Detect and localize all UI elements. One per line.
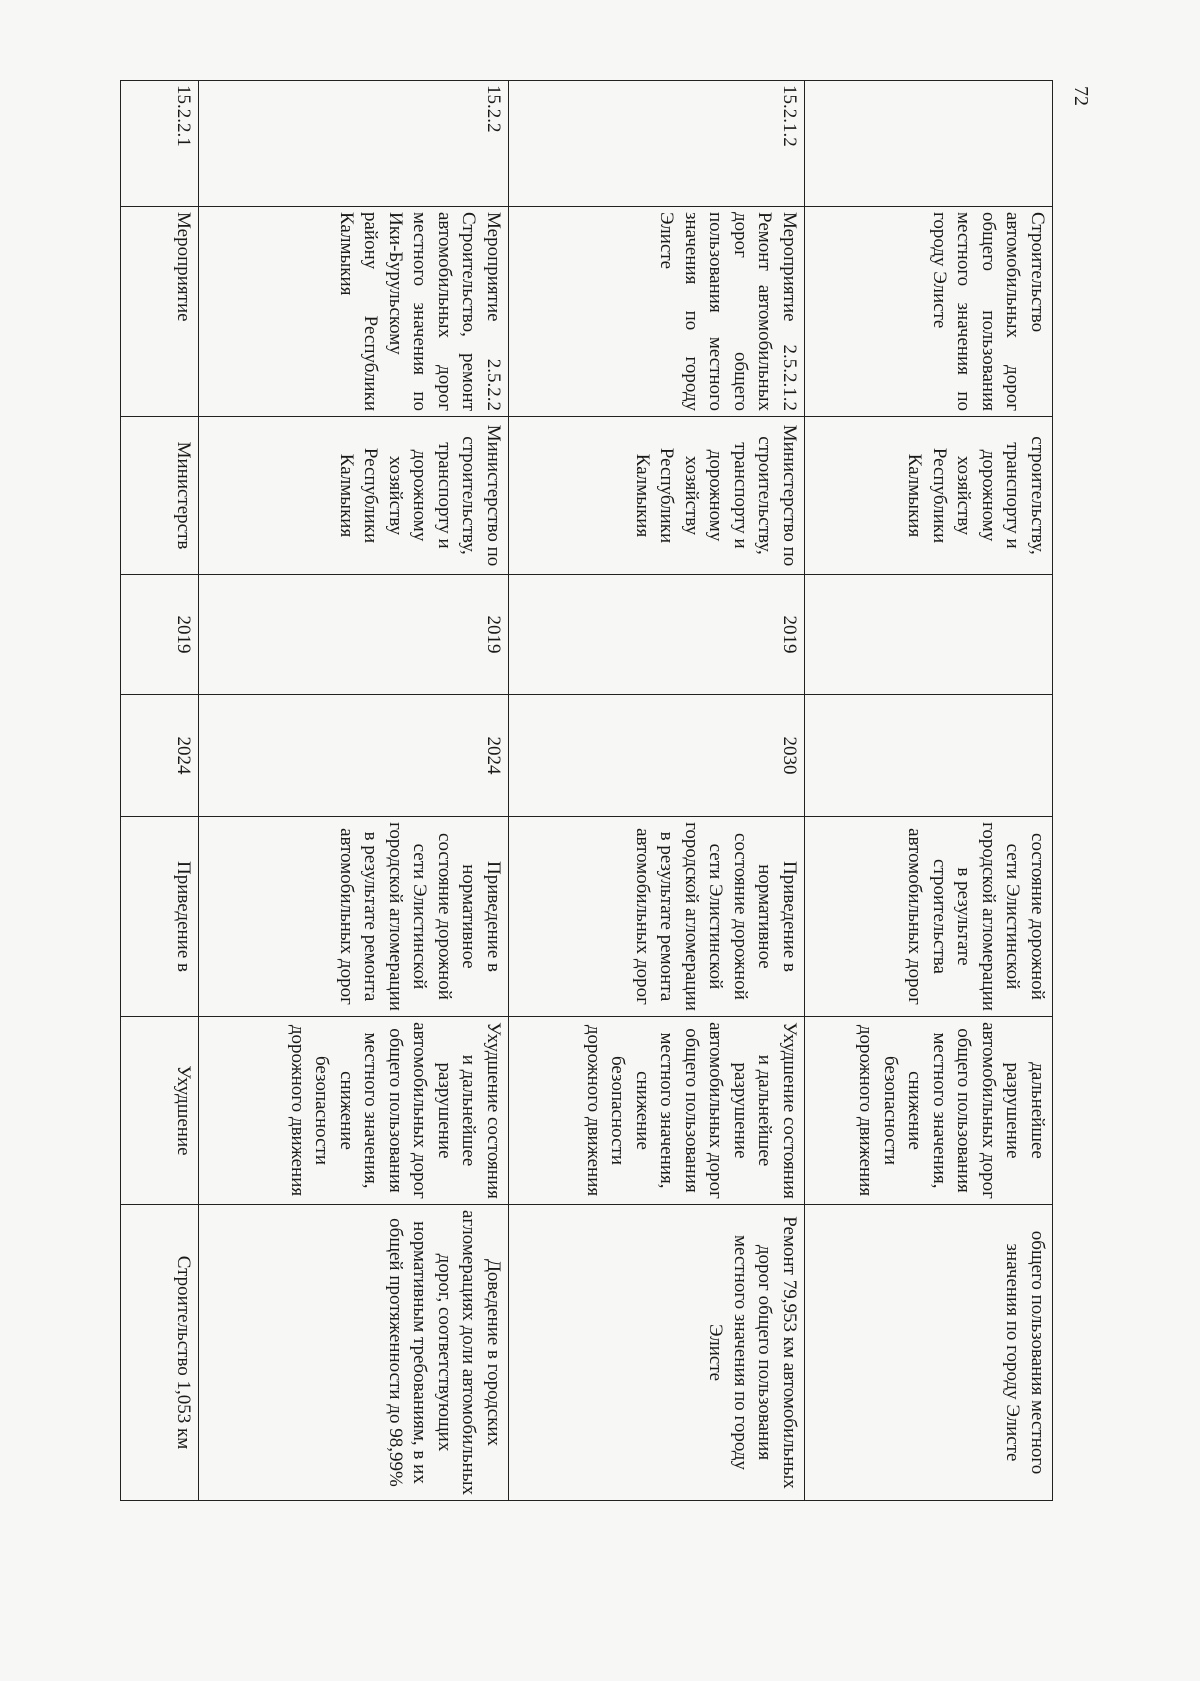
table-row: [509, 81, 805, 1501]
table-row: [121, 81, 199, 1501]
cell-consequences: дальнейшее разрушение автомобильных дорог общего пользования местного значения, снижение безопасности дорожного движения: [805, 1017, 1053, 1205]
cell-expected-result: Приведение в: [121, 817, 199, 1017]
cell-executor: Министерств: [121, 417, 199, 575]
cell-indicator: Ремонт 79,953 км автомобильных дорог общего пользования местного значения по городу Элисте: [509, 1205, 805, 1501]
cell-expected-result: состояние дорожной сети Элистинской городской агломерации в результате строительства автомобильных дорог: [805, 817, 1053, 1017]
table-row: [805, 81, 1053, 1501]
table-row: [199, 81, 509, 1501]
cell-executor: Министерство по строительству, транспорту и дорожному хозяйству Республики Калмыкия: [509, 417, 805, 575]
cell-event-name: Строительство автомобильных дорог общего пользования местного значения по городу Элисте: [805, 207, 1053, 417]
cell-end-year: 2024: [121, 695, 199, 817]
cell-executor: Министерство по строительству, транспорту и дорожному хозяйству Республики Калмыкия: [199, 417, 509, 575]
cell-end-year: 2030: [509, 695, 805, 817]
cell-executor: строительству, транспорту и дорожному хозяйству Республики Калмыкия: [805, 417, 1053, 575]
page-number: 72: [1070, 86, 1092, 106]
cell-indicator: Строительство 1,053 км: [121, 1205, 199, 1501]
cell-consequences: Ухудшение состояния и дальнейшее разрушение автомобильных дорог общего пользования местного значения, снижение безопасности дорожного движения: [199, 1017, 509, 1205]
cell-event-name: Мероприятие: [121, 207, 199, 417]
cell-indicator: общего пользования местного значения по городу Элисте: [805, 1205, 1053, 1501]
cell-end-year: 2024: [199, 695, 509, 817]
table-wrapper: [121, 80, 1053, 1500]
program-table: [120, 80, 1053, 1501]
cell-event-name: Мероприятие 2.5.2.1.2 Ремонт автомобильных дорог общего пользования местного значения по городу Элисте: [509, 207, 805, 417]
cell-expected-result: Приведение в нормативное состояние дорожной сети Элистинской городской агломерации в результате ремонта автомобильных дорог: [199, 817, 509, 1017]
cell-event-name: Мероприятие 2.5.2.2 Строительство, ремонт автомобильных дорог местного значения по Ики-Бурульскому району Республики Калмыкия: [199, 207, 509, 417]
cell-start-year: 2019: [121, 575, 199, 695]
cell-number: 15.2.1.2: [509, 81, 805, 207]
cell-start-year: 2019: [199, 575, 509, 695]
cell-number: 15.2.2.1: [121, 81, 199, 207]
cell-end-year: [805, 695, 1053, 817]
cell-start-year: 2019: [509, 575, 805, 695]
cell-consequences: Ухудшение состояния и дальнейшее разрушение автомобильных дорог общего пользования местного значения, снижение безопасности дорожного движения: [509, 1017, 805, 1205]
cell-expected-result: Приведение в нормативное состояние дорожной сети Элистинской городской агломерации в результате ремонта автомобильных дорог: [509, 817, 805, 1017]
cell-number: [805, 81, 1053, 207]
cell-consequences: Ухудшение: [121, 1017, 199, 1205]
cell-number: 15.2.2: [199, 81, 509, 207]
cell-start-year: [805, 575, 1053, 695]
cell-indicator: Доведение в городских агломерациях доли автомобильных дорог, соответствующих нормативным требованиям, в их общей протяженности до 98,99%: [199, 1205, 509, 1501]
